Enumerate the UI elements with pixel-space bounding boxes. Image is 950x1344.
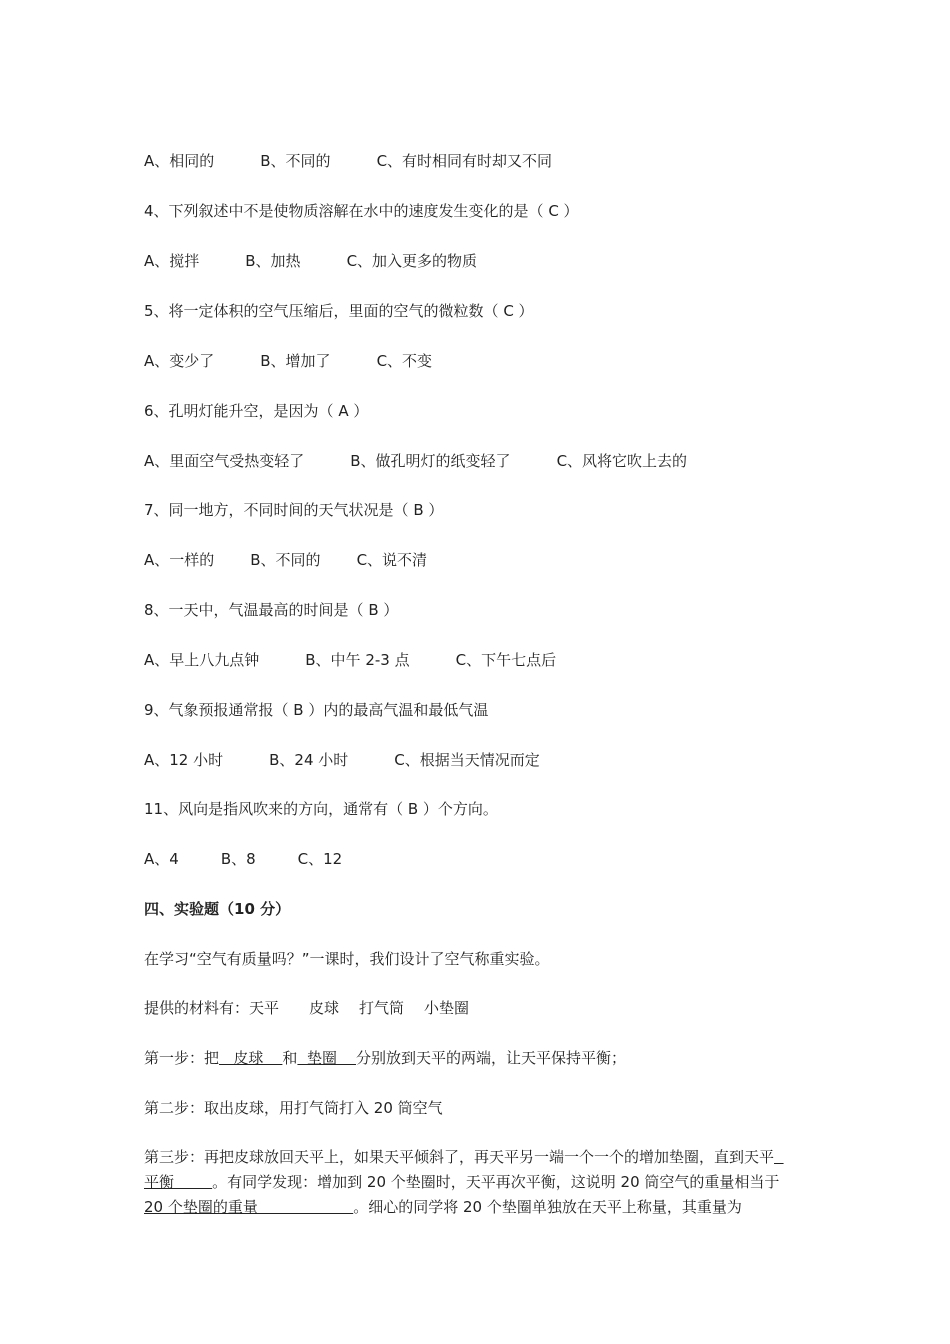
- option-b: B、不同的: [250, 551, 321, 569]
- material-item: 打气筒: [359, 999, 405, 1017]
- option-b: B、加热: [245, 252, 301, 270]
- answer-blank: 平衡: [144, 1173, 213, 1191]
- step-three-line: 第三步：再把皮球放回天平上，如果天平倾斜了，再天平另一端一个一个的增加垫圈，直到天平: [144, 1148, 775, 1166]
- option-a: A、相同的: [144, 152, 215, 170]
- answer-blank-lead: [774, 1148, 784, 1166]
- option-a: A、搅拌: [144, 252, 200, 270]
- step-one-mid: 和: [282, 1049, 298, 1067]
- answer-blank: 皮球: [219, 1049, 283, 1067]
- materials-label: 提供的材料有：天平: [144, 999, 280, 1017]
- option-a: A、里面空气受热变轻了: [144, 452, 305, 470]
- answer-blank: 20 个垫圈的重量: [144, 1198, 354, 1216]
- q11-options: [144, 849, 342, 869]
- q7-options: [144, 550, 427, 570]
- option-a: A、一样的: [144, 551, 215, 569]
- option-a: A、4: [144, 850, 179, 868]
- q7-question: 7、同一地方，不同时间的天气状况是（ B ）: [144, 501, 444, 519]
- q9-options: [144, 750, 540, 770]
- section-title: 四、实验题（10 分）: [144, 900, 291, 918]
- step-three-line: 。有同学发现：增加到 20 个垫圈时，天平再次平衡，这说明 20 筒空气的重量相当于: [212, 1173, 780, 1191]
- q3-options: [144, 151, 552, 171]
- q11-question: 11、风向是指风吹来的方向，通常有（ B ）个方向。: [144, 800, 498, 818]
- q8-question: 8、一天中，气温最高的时间是（ B ）: [144, 601, 399, 619]
- step-three-line: 。细心的同学将 20 个垫圈单独放在天平上称量，其重量为: [353, 1198, 742, 1216]
- step-one-suffix: 分别放到天平的两端，让天平保持平衡；: [356, 1049, 627, 1067]
- materials-line: [144, 998, 469, 1018]
- option-c: C、有时相同有时却又不同: [376, 152, 553, 170]
- option-c: C、说不清: [356, 551, 428, 569]
- q6-options: [144, 451, 687, 471]
- q4-options: [144, 251, 477, 271]
- section-intro: 在学习“空气有质量吗？”一课时，我们设计了空气称重实验。: [144, 950, 550, 968]
- option-b: B、24 小时: [269, 751, 349, 769]
- q5-question: 5、将一定体积的空气压缩后，里面的空气的微粒数（ C ）: [144, 302, 534, 320]
- option-b: B、不同的: [260, 152, 331, 170]
- option-a: A、12 小时: [144, 751, 224, 769]
- option-c: C、下午七点后: [455, 651, 557, 669]
- option-b: B、增加了: [260, 352, 331, 370]
- option-c: C、风将它吹上去的: [556, 452, 688, 470]
- option-b: B、中午 2-3 点: [305, 651, 410, 669]
- option-b: B、8: [220, 850, 256, 868]
- option-a: A、早上八九点钟: [144, 651, 260, 669]
- step-three: [144, 1145, 804, 1220]
- material-item: 皮球: [309, 999, 340, 1017]
- step-one: [144, 1048, 626, 1068]
- step-one-prefix: 第一步：把: [144, 1049, 220, 1067]
- answer-blank: 垫圈: [297, 1049, 357, 1067]
- material-item: 小垫圈: [424, 999, 470, 1017]
- q9-question: 9、气象预报通常报（ B ）内的最高气温和最低气温: [144, 701, 489, 719]
- q6-question: 6、孔明灯能升空，是因为（ A ）: [144, 402, 369, 420]
- option-c: C、不变: [376, 352, 433, 370]
- option-b: B、做孔明灯的纸变轻了: [350, 452, 511, 470]
- option-c: C、12: [297, 850, 343, 868]
- q4-question: 4、下列叙述中不是使物质溶解在水中的速度发生变化的是（ C ）: [144, 202, 579, 220]
- step-two: 第二步：取出皮球，用打气筒打入 20 筒空气: [144, 1099, 443, 1117]
- option-a: A、变少了: [144, 352, 215, 370]
- q8-options: [144, 650, 556, 670]
- option-c: C、根据当天情况而定: [394, 751, 540, 769]
- option-c: C、加入更多的物质: [346, 252, 478, 270]
- q5-options: [144, 351, 432, 371]
